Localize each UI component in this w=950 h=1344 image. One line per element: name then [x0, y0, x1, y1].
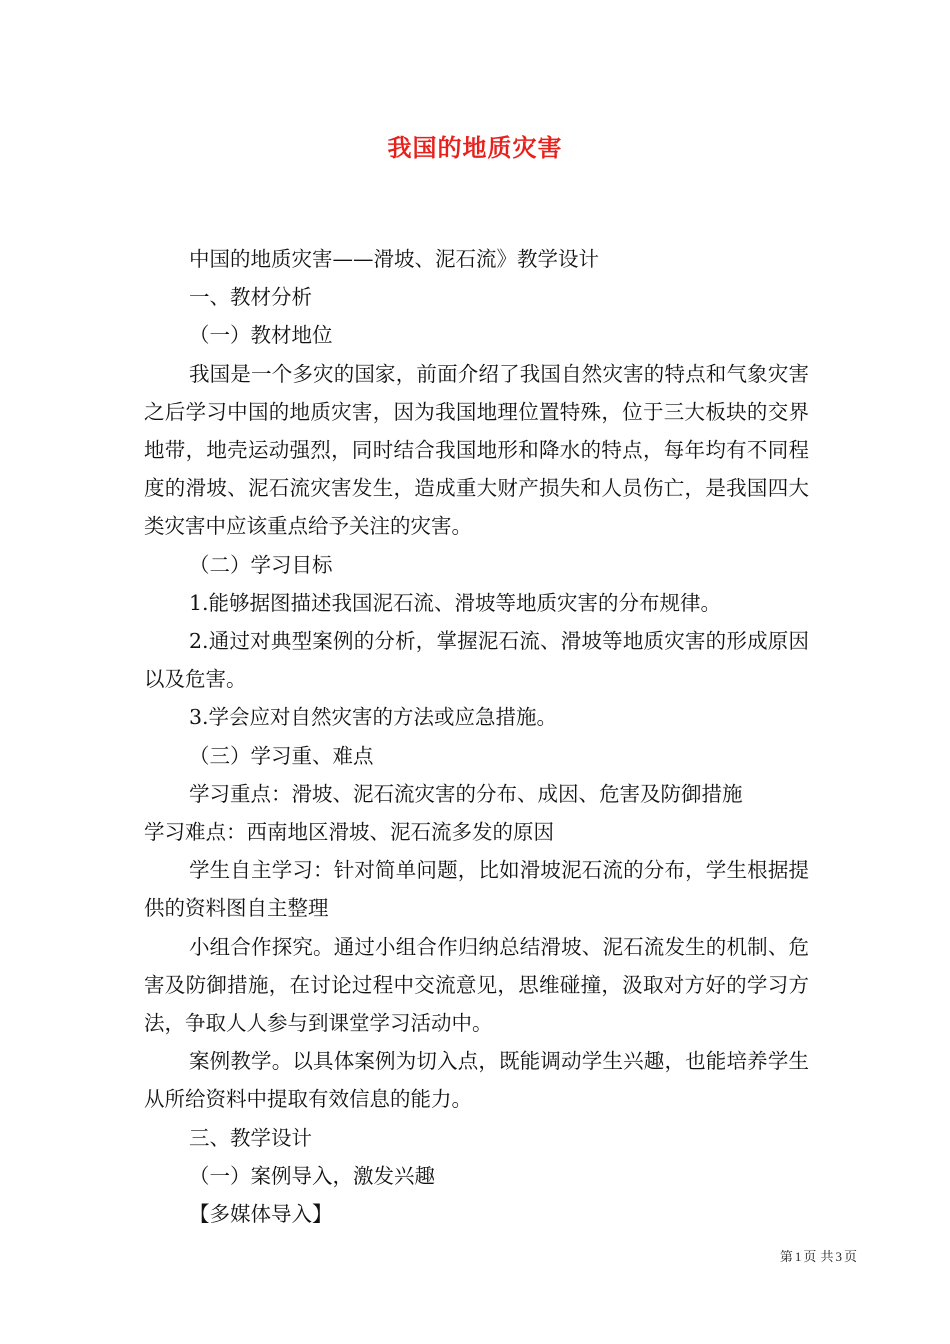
paragraph: 学习重点：滑坡、泥石流灾害的分布、成因、危害及防御措施 — [189, 781, 743, 806]
page-footer — [0, 1247, 857, 1268]
list-item: 1.能够据图描述我国泥石流、滑坡等地质灾害的分布规律。 — [189, 590, 722, 615]
document-body — [144, 240, 809, 1233]
doc-subtitle: 中国的地质灾害——滑坡、泥石流》教学设计 — [189, 247, 599, 271]
paragraph: 【多媒体导入】 — [189, 1202, 333, 1227]
subsection-heading: （二）学习目标 — [189, 552, 333, 577]
list-item: 2.通过对典型案例的分析，掌握泥石流、滑坡等地质灾害的形成原因以及危害。 — [144, 629, 809, 692]
subsection-heading: （一）教材地位 — [189, 323, 333, 348]
paragraph: 小组合作探究。通过小组合作归纳总结滑坡、泥石流发生的机制、危害及防御措施，在讨论过程中交流意见，思维碰撞，汲取对方好的学习方法，争取人人参与到课堂学习活动中。 — [144, 934, 809, 1036]
footer-prefix: 第 — [779, 1250, 793, 1265]
section-heading: 三、教学设计 — [189, 1125, 312, 1150]
paragraph: 学习难点：西南地区滑坡、泥石流多发的原因 — [144, 820, 554, 845]
subsection-heading: （三）学习重、难点 — [189, 743, 374, 768]
section-heading: 一、教材分析 — [189, 285, 312, 310]
page-title: 我国的地质灾害 — [387, 133, 563, 162]
footer-middle: 页 共 — [803, 1250, 834, 1265]
footer-total-pages: 3 — [835, 1249, 842, 1264]
footer-suffix: 页 — [843, 1250, 857, 1265]
subsection-heading: （一）案例导入，激发兴趣 — [189, 1163, 435, 1188]
paragraph: 我国是一个多灾的国家，前面介绍了我国自然灾害的特点和气象灾害之后学习中国的地质灾害，因为我国地理位置特殊，位于三大板块的交界地带，地壳运动强烈，同时结合我国地形和降水的特点，每年均有不同程度的滑坡、泥石流灾害发生，造成重大财产损失和人员伤亡，是我国四大类灾害中应该重点给予关注的灾害。 — [144, 361, 809, 539]
list-item: 3.学会应对自然灾害的方法或应急措施。 — [189, 705, 558, 730]
paragraph: 案例教学。以具体案例为切入点，既能调动学生兴趣，也能培养学生从所给资料中提取有效信息的能力。 — [144, 1049, 809, 1112]
footer-page-number: 1 — [794, 1249, 802, 1264]
paragraph: 学生自主学习：针对简单问题，比如滑坡泥石流的分布，学生根据提供的资料图自主整理 — [144, 858, 809, 921]
